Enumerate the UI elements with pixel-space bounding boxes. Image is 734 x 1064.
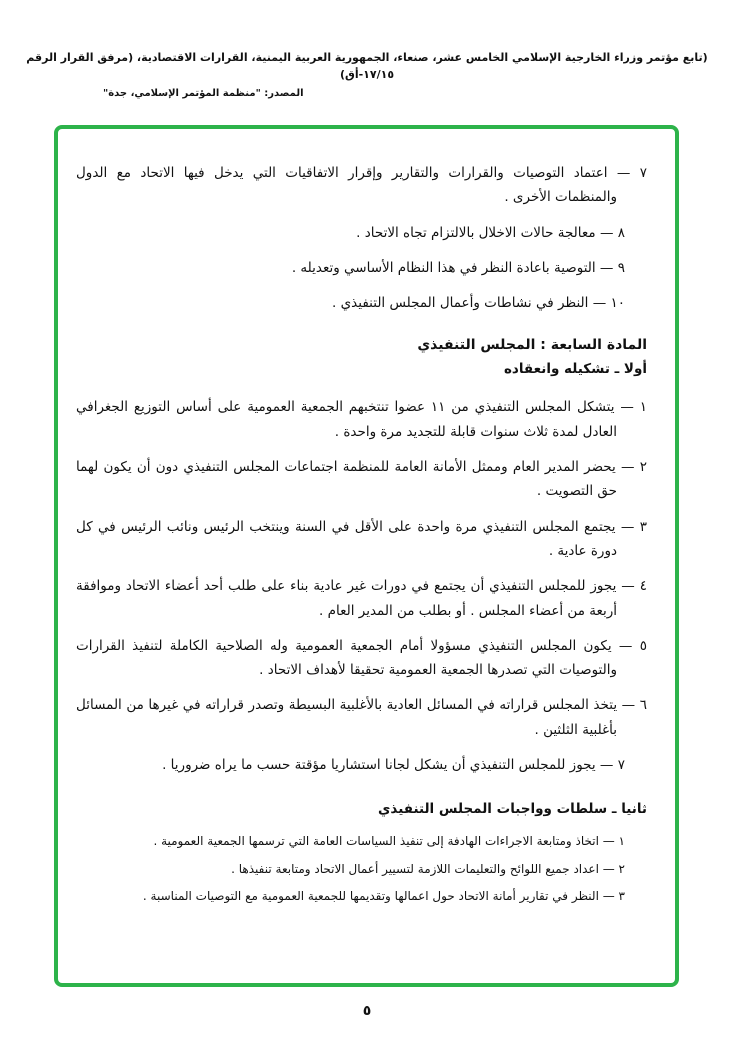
item-first-6: ٦ — يتخذ المجلس قراراته في المسائل العادية بالأغلبية البسيطة وتصدر قراراته في غيرها من المسائل بأغلبية الثلثين . [76, 697, 647, 738]
item-first-7: ٧ — يجوز للمجلس التنفيذي أن يشكل لجانا استشاريا مؤقتة حسب ما يراه ضروريا . [162, 757, 625, 774]
item-second-1: ١ — اتخاذ ومتابعة الاجراءات الهادفة إلى تنفيذ السياسات العامة التي ترسمها الجمعية العمومية . [153, 834, 625, 849]
article-seven-title: المادة السابعة : المجلس التنفيذي [417, 337, 647, 354]
item-first-5: ٥ — يكون المجلس التنفيذي مسؤولا أمام الجمعية العمومية وله الصلاحية الكاملة لتنفيذ القرارات والتوصيات التي تصدرها الجمعية العمومية تحقيقا لأهداف الاتحاد . [76, 637, 647, 679]
item-second-2: ٢ — اعداد جميع اللوائح والتعليمات اللازمة لتسيير أعمال الاتحاد ومتابعة تنفيذها . [231, 861, 625, 876]
second-items-block [76, 831, 647, 906]
item-first-3: ٣ — يجتمع المجلس التنفيذي مرة واحدة على الأقل في السنة وينتخب الرئيس ونائب الرئيس في كل دورة عادية . [76, 518, 647, 559]
item-top-7: ٧ — اعتماد التوصيات والقرارات والتقارير وإقرار الاتفاقيات التي يدخل فيها الاتحاد مع الدول والمنظمات الأخرى . [76, 165, 647, 206]
item-first-2: ٢ — يحضر المدير العام وممثل الأمانة العامة للمنظمة اجتماعات المجلس التنفيذي دون أن يكون لهما حق التصويت . [76, 459, 647, 500]
source-line: المصدر: "منظمة المؤتمر الإسلامي، جدة" [103, 88, 304, 99]
subsection-first-title: أولا ـ تشكيله وانعقاده [503, 361, 647, 378]
item-top-10: ١٠ — النظر في نشاطات وأعمال المجلس التنفيذي . [332, 295, 625, 312]
item-top-8: ٨ — معالجة حالات الاخلال بالالتزام تجاه الاتحاد . [356, 224, 625, 241]
item-first-1: ١ — يتشكل المجلس التنفيذي من ١١ عضوا تنتخبهم الجمعية العمومية على أساس التوزيع الجغرافي العادل لمدة ثلاث سنوات قابلة للتجديد مرة واحدة . [76, 399, 647, 440]
first-items-block [76, 395, 647, 777]
item-first-4: ٤ — يجوز للمجلس التنفيذي أن يجتمع في دورات غير عادية بناء على طلب أحد أعضاء الاتحاد وموافقة أربعة من أعضاء المجلس . أو بطلب من المدير العام . [76, 578, 647, 619]
item-second-3: ٣ — النظر في تقارير أمانة الاتحاد حول اعمالها وتقديمها للجمعية العمومية مع التوصيات المناسبة . [142, 889, 625, 904]
item-top-9: ٩ — التوصية باعادة النظر في هذا النظام الأساسي وتعديله . [291, 259, 625, 276]
document-header: (تابع مؤتمر وزراء الخارجية الإسلامي الخامس عشر، صنعاء، الجمهورية العربية اليمنية، القرارات الاقتصادية، (مرفق القرار الرقم ١٧/١٥-أق) [26, 51, 708, 81]
content-border-box [54, 125, 679, 987]
page-number: ٥ [362, 1003, 372, 1019]
subsection-second-title: ثانيا ـ سلطات وواجبات المجلس التنفيذي [378, 801, 647, 818]
top-items-block [76, 161, 647, 315]
